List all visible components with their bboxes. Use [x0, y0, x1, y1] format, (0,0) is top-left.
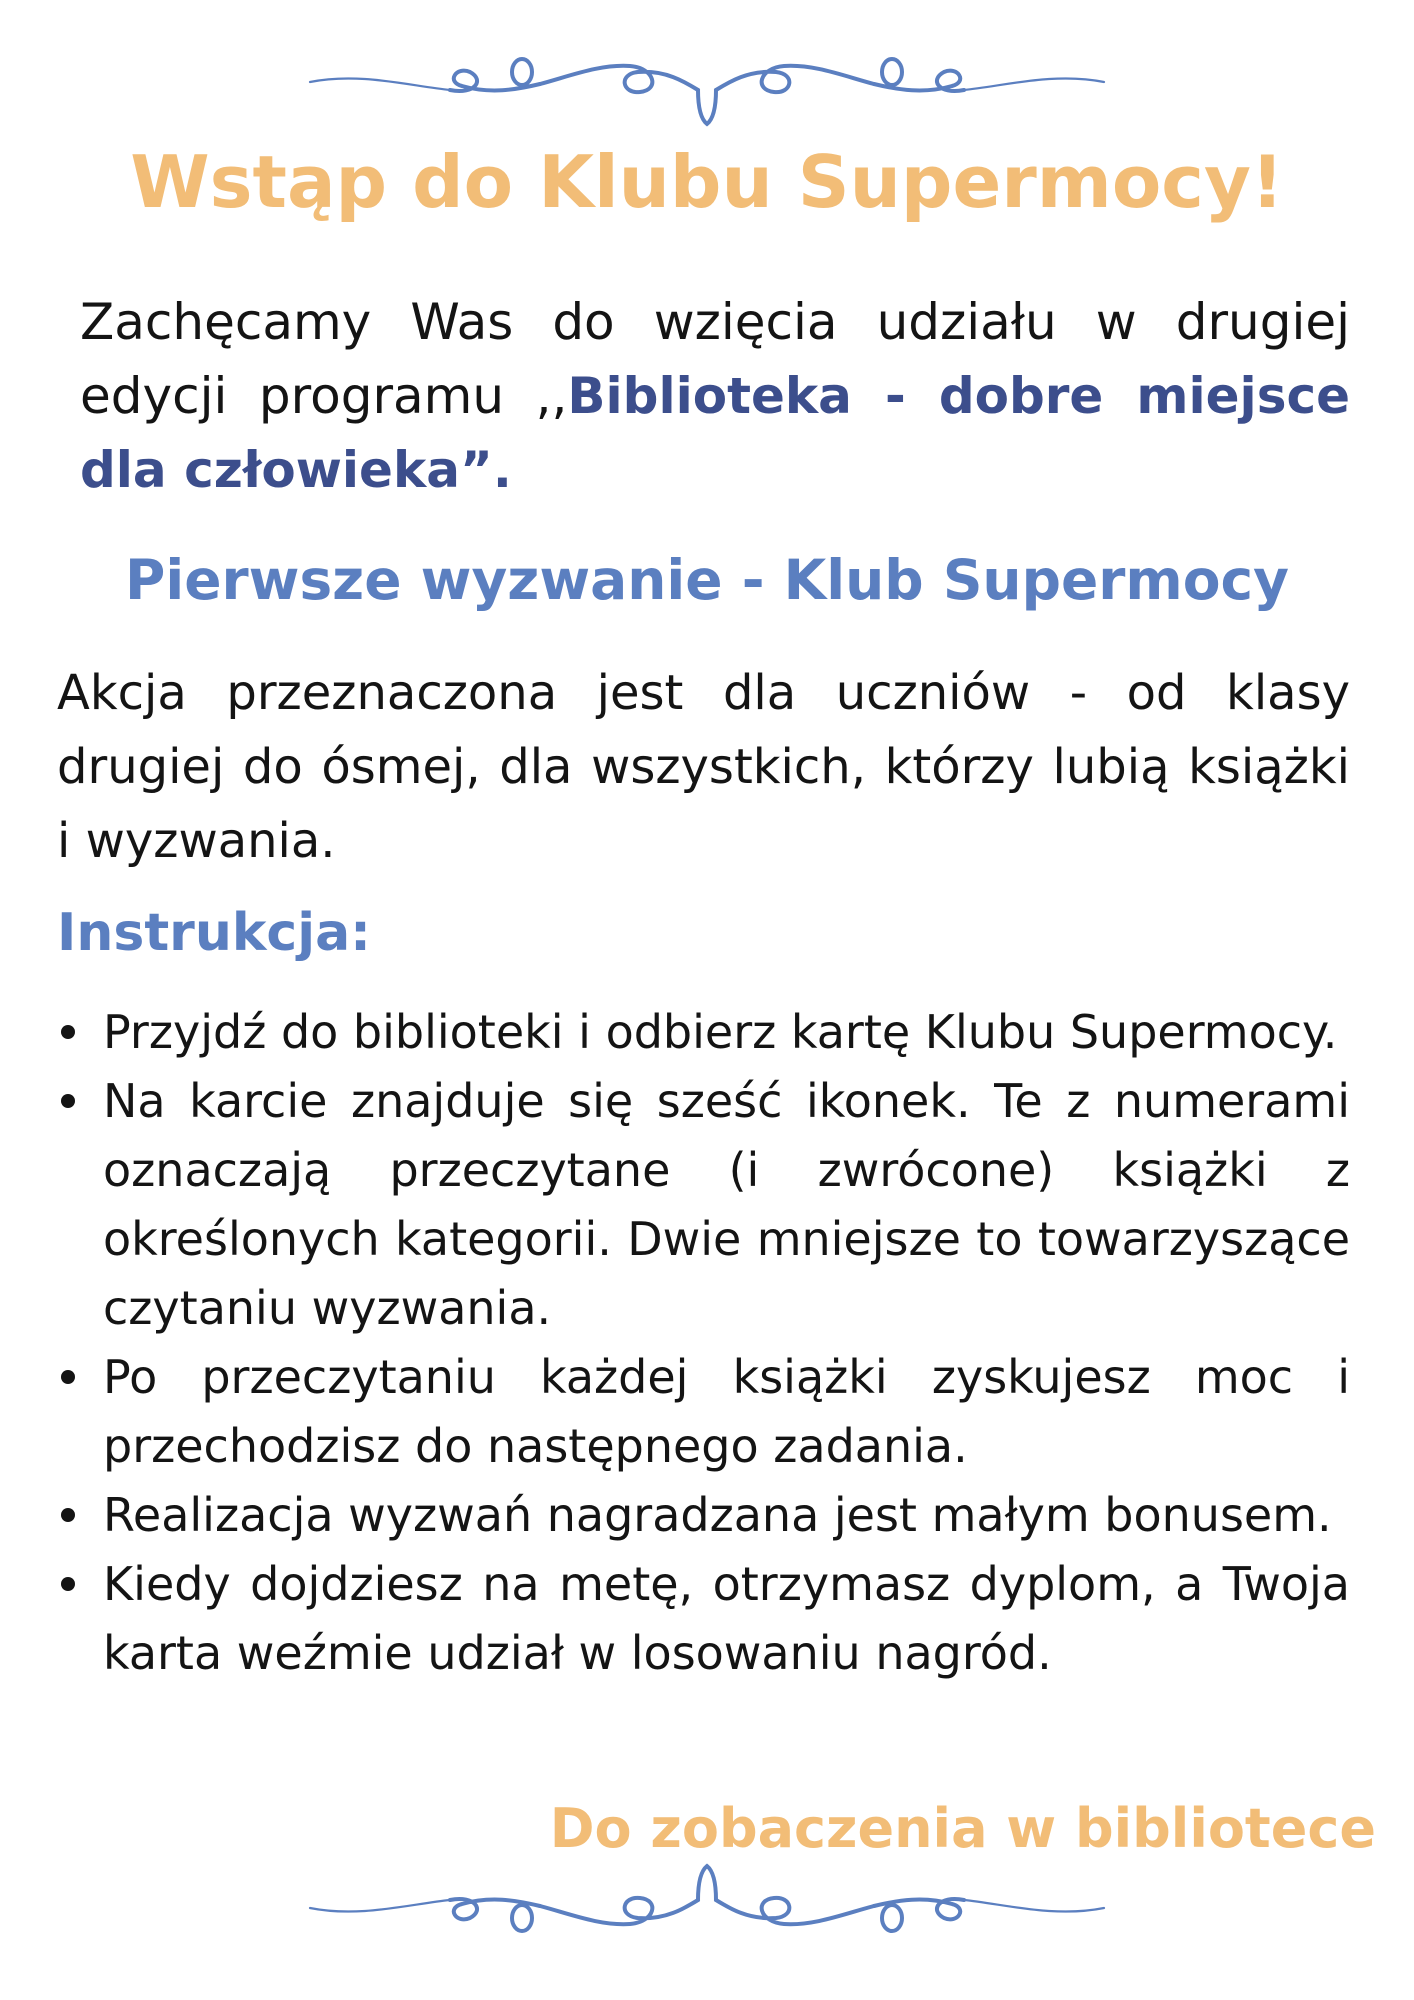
- page-title: Wstąp do Klubu Supermocy!: [130, 140, 1284, 224]
- instruction-item: Kiedy dojdziesz na metę, otrzymasz dyplom, a Twoja karta weźmie udział w losowaniu nagród.: [103, 1550, 1350, 1688]
- bottom-ornament-icon: [300, 1862, 1114, 1982]
- closing-text: Do zobaczenia w bibliotece: [549, 1797, 1376, 1860]
- instruction-item: Na karcie znajduje się sześć ikonek. Te z numerami oznaczają przeczytane (i zwrócone) książki z określonych kategorii. Dwie mniejsze to towarzyszące czytaniu wyzwania.: [103, 1067, 1350, 1343]
- challenge-heading: Pierwsze wyzwanie - Klub Supermocy: [125, 548, 1289, 612]
- intro-paragraph: [80, 285, 1350, 507]
- intro-text: Zachęcamy Was do wzięcia udziału w drugiej edycji programu ,,: [80, 293, 1350, 425]
- instruction-item: Realizacja wyzwań nagradzana jest małym bonusem.: [103, 1481, 1350, 1550]
- action-paragraph: Akcja przeznaczona jest dla uczniów - od klasy drugiej do ósmej, dla wszystkich, którzy lubią książki i wyzwania.: [57, 665, 1350, 869]
- top-ornament-icon: [300, 20, 1114, 140]
- program-name: Biblioteka - dobre miejsce dla człowieka”.: [80, 367, 1351, 499]
- instruction-item: Po przeczytaniu każdej książki zyskujesz moc i przechodzisz do następnego zadania.: [103, 1343, 1350, 1481]
- instructions-heading: Instrukcja:: [57, 903, 371, 963]
- instruction-item: Przyjdź do biblioteki i odbierz kartę Klubu Supermocy.: [103, 998, 1350, 1067]
- instructions-list: [103, 998, 1350, 1688]
